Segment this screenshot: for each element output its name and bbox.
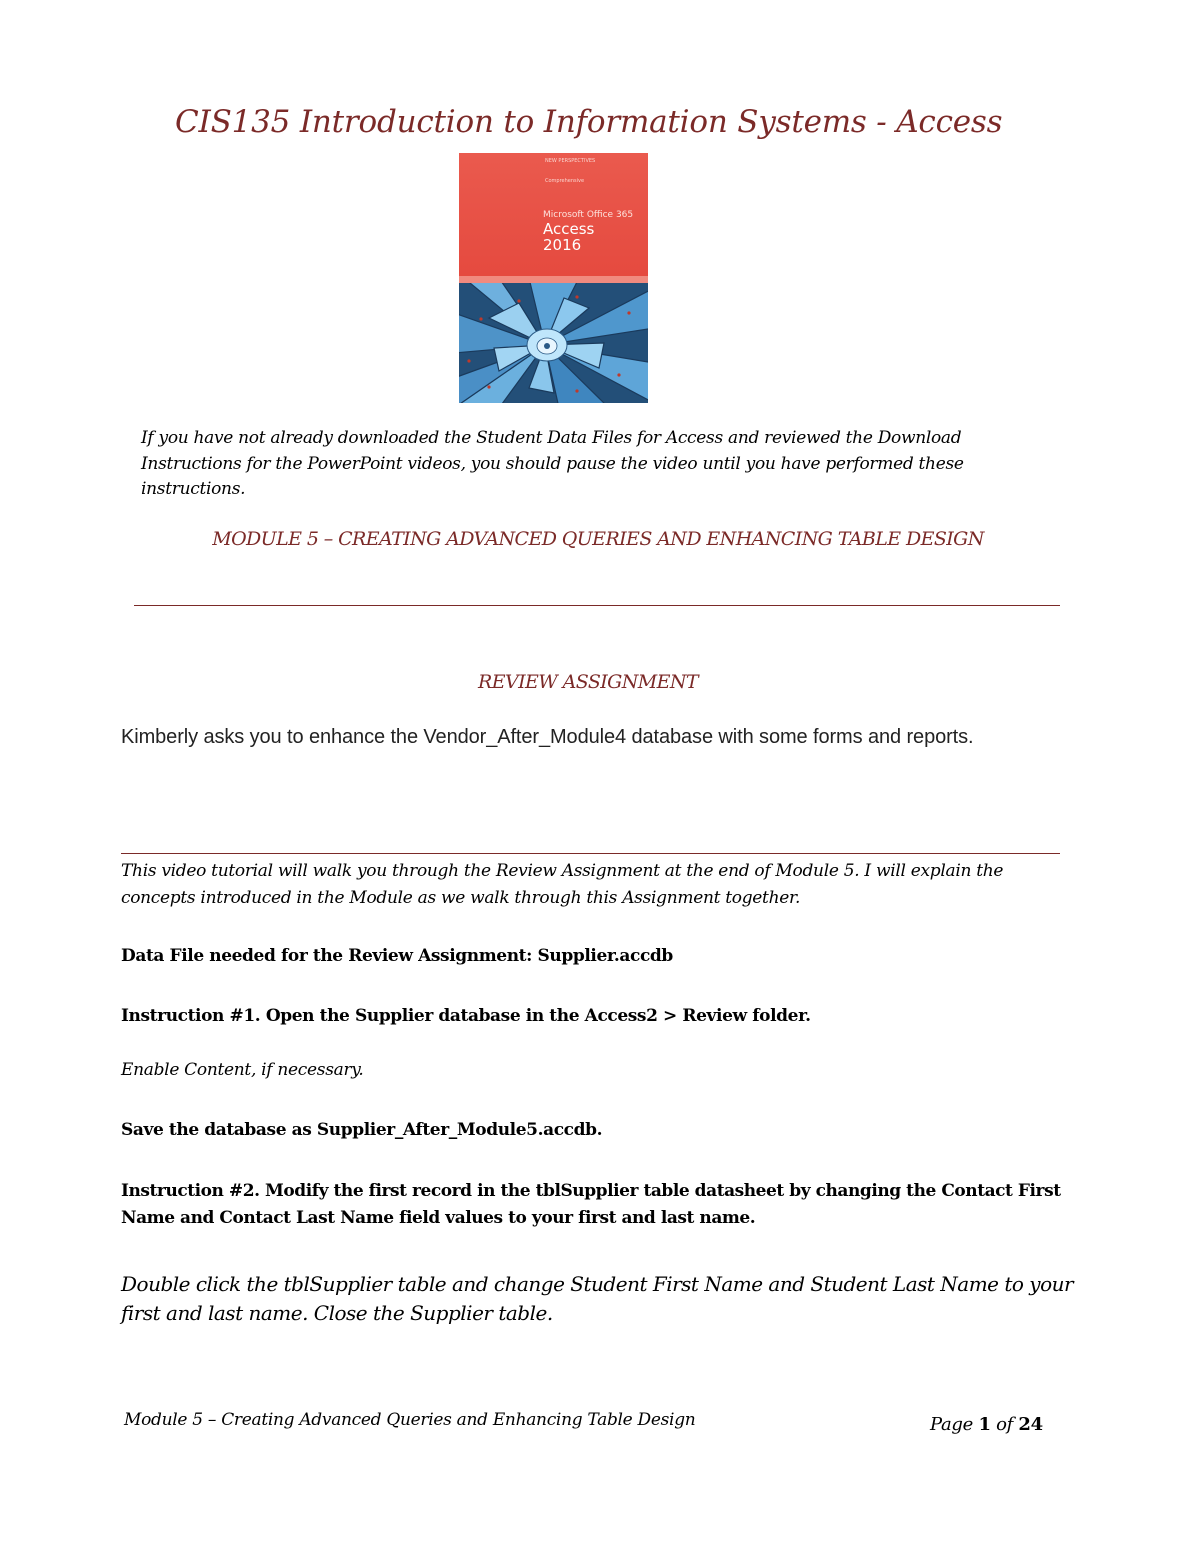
tutorial-note: This video tutorial will walk you through the Review Assignment at the end of Module 5. I will explain the concepts introduced in the Module as we walk through this Assignment together.: [121, 861, 1004, 908]
review-assignment-heading: REVIEW ASSIGNMENT: [478, 671, 698, 693]
footer-module-title: Module 5 – Creating Advanced Queries and Enhancing Table Design: [124, 1410, 696, 1430]
cover-product-name: Access: [543, 220, 595, 238]
cover-photo: [459, 283, 648, 403]
cover-subtitle: Microsoft Office 365: [543, 210, 634, 220]
intro-paragraph: If you have not already downloaded the Student Data Files for Access and reviewed the Download Instructions for the PowerPoint videos, you should pause the video until you have performed these instructions.: [141, 428, 964, 499]
instruction-2-detail: Double click the tblSupplier table and change Student First Name and Student Last Name to your first and last name. Close the Supplier table.: [121, 1272, 1074, 1325]
book-cover-image: [459, 153, 648, 403]
succulent-illustration: [459, 283, 648, 403]
of-word: of: [996, 1414, 1013, 1435]
scenario-text: Kimberly asks you to enhance the Vendor_After_Module4 database with some forms and reports.: [121, 726, 974, 748]
module-heading: MODULE 5 – CREATING ADVANCED QUERIES AND ENHANCING TABLE DESIGN: [212, 528, 984, 550]
page-number: [930, 1414, 1043, 1435]
horizontal-divider: [134, 605, 1060, 606]
cover-publisher-line: NEW PERSPECTIVES: [545, 158, 596, 164]
document-title: CIS135 Introduction to Information Systems - Access: [175, 104, 1003, 140]
save-as-instruction: Save the database as Supplier_After_Module5.accdb.: [121, 1120, 603, 1140]
horizontal-divider: [121, 853, 1060, 854]
page-current: 1: [978, 1414, 991, 1435]
cover-stripe: [459, 276, 648, 283]
page-total: 24: [1018, 1414, 1043, 1435]
instruction-2: Instruction #2. Modify the first record in the tblSupplier table datasheet by changing the Contact First Name and Contact Last Name field values to your first and last name.: [121, 1181, 1061, 1228]
page-word: Page: [930, 1414, 974, 1435]
enable-content-note: Enable Content, if necessary.: [121, 1060, 364, 1080]
cover-year: 2016: [543, 236, 582, 254]
data-file-line: Data File needed for the Review Assignment: Supplier.accdb: [121, 946, 673, 966]
cover-series-line: Comprehensive: [545, 178, 585, 184]
instruction-1: Instruction #1. Open the Supplier database in the Access2 > Review folder.: [121, 1006, 811, 1026]
